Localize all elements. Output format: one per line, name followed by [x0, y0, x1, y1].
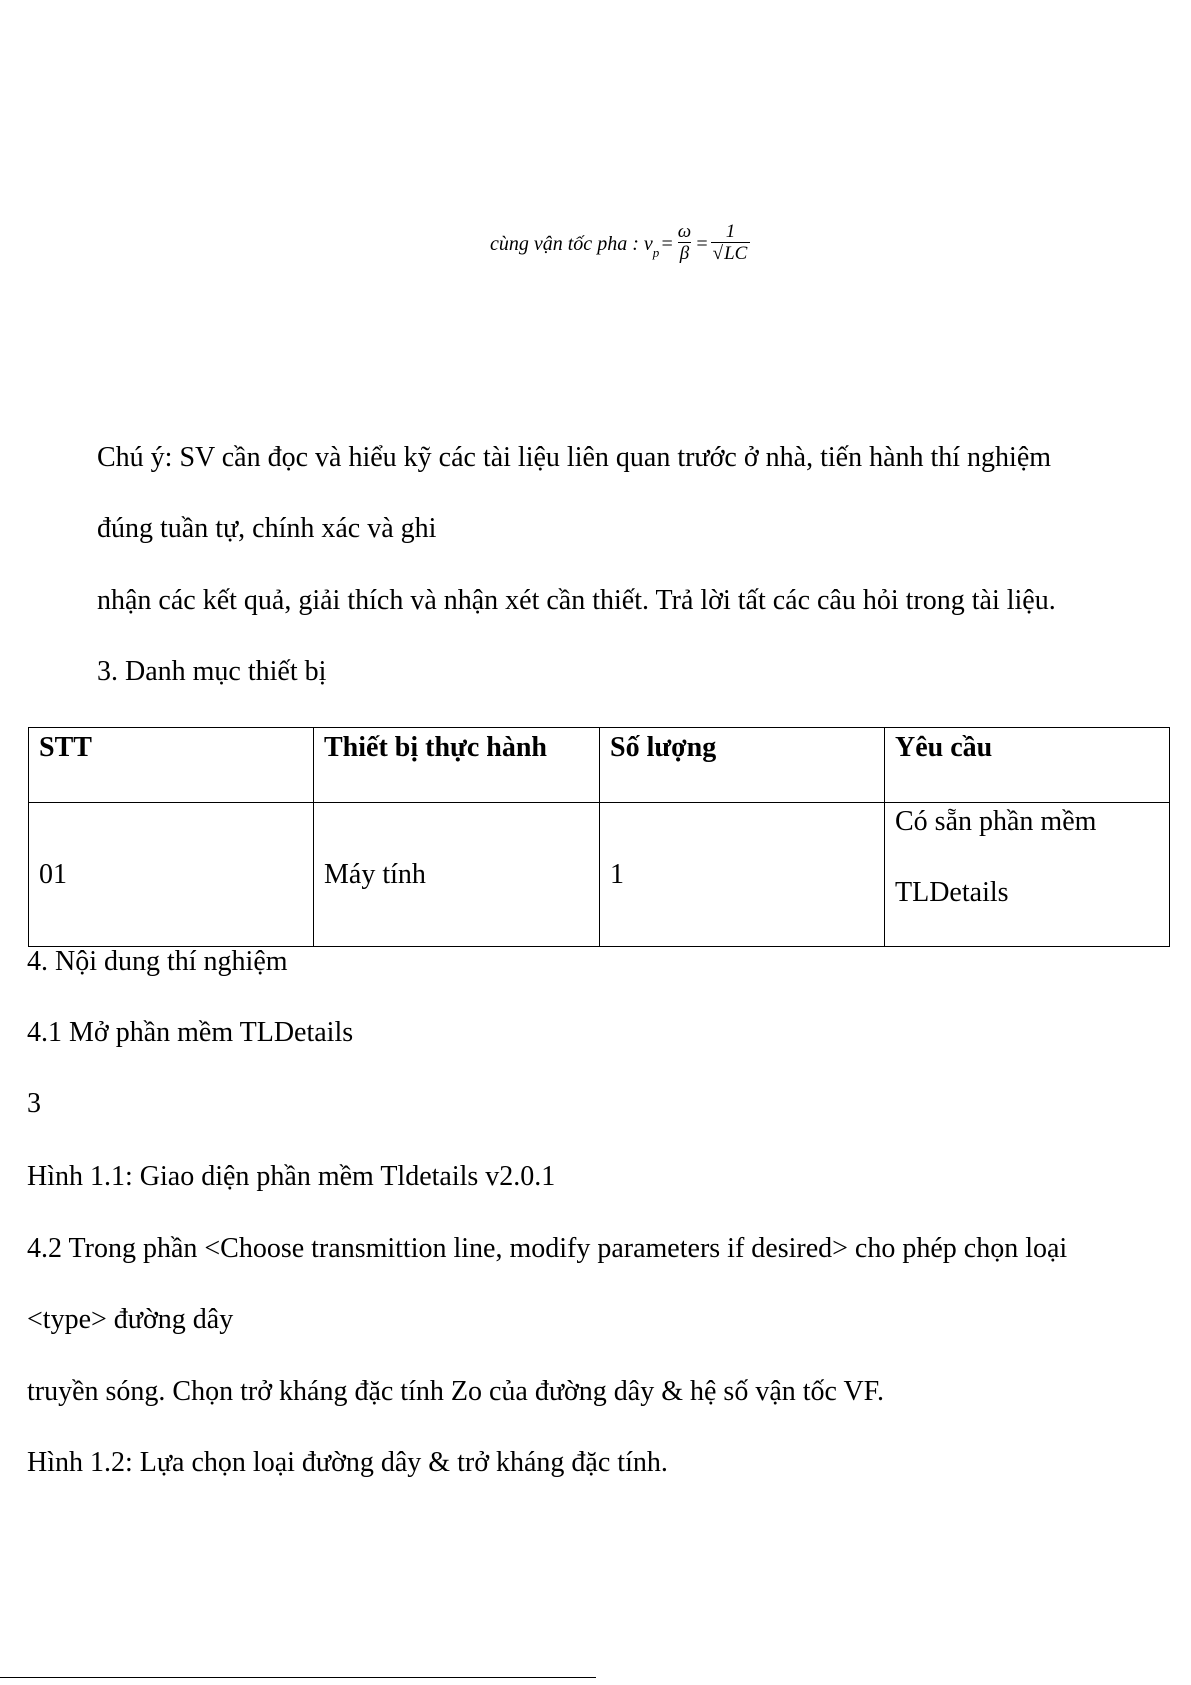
header-quantity: Số lượng [600, 728, 885, 803]
page-number: 3 [27, 1088, 41, 1119]
equipment-table [28, 727, 1170, 947]
header-requirement: Yêu cầu [885, 728, 1170, 803]
formula-numerator-one: 1 [725, 221, 736, 242]
note-line-2: đúng tuần tự, chính xác và ghi [97, 513, 437, 544]
formula-fraction-one-sqrt-lc [711, 222, 751, 265]
section-4-2-line-2: <type> đường dây [27, 1304, 234, 1335]
figure-1-1-caption: Hình 1.1: Giao diện phần mềm Tldetails v2.0.1 [27, 1161, 556, 1192]
table-header-row [29, 728, 1170, 803]
note-line-1: Chú ý: SV cần đọc và hiểu kỹ các tài liệu liên quan trước ở nhà, tiến hành thí nghiệm [97, 442, 1052, 473]
note-line-3: nhận các kết quả, giải thích và nhận xét cần thiết. Trả lời tất các câu hỏi trong tài liệu. [97, 585, 1056, 616]
formula-equals-2: = [695, 232, 709, 255]
section-4-2-line-1: 4.2 Trong phần <Choose transmittion line, modify parameters if desired> cho phép chọn loại [27, 1233, 1068, 1264]
header-device: Thiết bị thực hành [314, 728, 600, 803]
footnote-separator [0, 1677, 596, 1678]
figure-1-2-caption: Hình 1.2: Lựa chọn loại đường dây & trở kháng đặc tính. [27, 1447, 668, 1478]
section-3-heading: 3. Danh mục thiết bị [97, 656, 327, 687]
formula-numerator-omega: ω [677, 221, 692, 242]
formula-fraction-omega-beta [676, 222, 693, 265]
requirement-line-1: Có sẵn phần mềm [895, 806, 1097, 837]
cell-quantity: 1 [600, 803, 885, 947]
formula-subscript: p [652, 244, 660, 260]
formula-prefix: cùng vận tốc pha : v [490, 232, 653, 255]
sqrt-radicand: LC [724, 243, 748, 264]
header-stt: STT [29, 728, 314, 803]
cell-stt: 01 [29, 803, 314, 947]
section-4-1-heading: 4.1 Mở phần mềm TLDetails [27, 1017, 354, 1048]
table-row [29, 803, 1170, 947]
cell-device: Máy tính [314, 803, 600, 947]
phase-velocity-formula [490, 222, 752, 265]
sqrt-symbol: √ [712, 243, 724, 264]
formula-equals-1: = [660, 232, 674, 255]
requirement-line-2: TLDetails [895, 877, 1009, 908]
formula-denominator-beta: β [679, 243, 690, 264]
section-4-2-line-3: truyền sóng. Chọn trở kháng đặc tính Zo của đường dây & hệ số vận tốc VF. [27, 1376, 885, 1407]
formula-denominator-sqrt [711, 242, 751, 265]
section-4-heading: 4. Nội dung thí nghiệm [27, 946, 288, 977]
cell-requirement [885, 803, 1170, 947]
